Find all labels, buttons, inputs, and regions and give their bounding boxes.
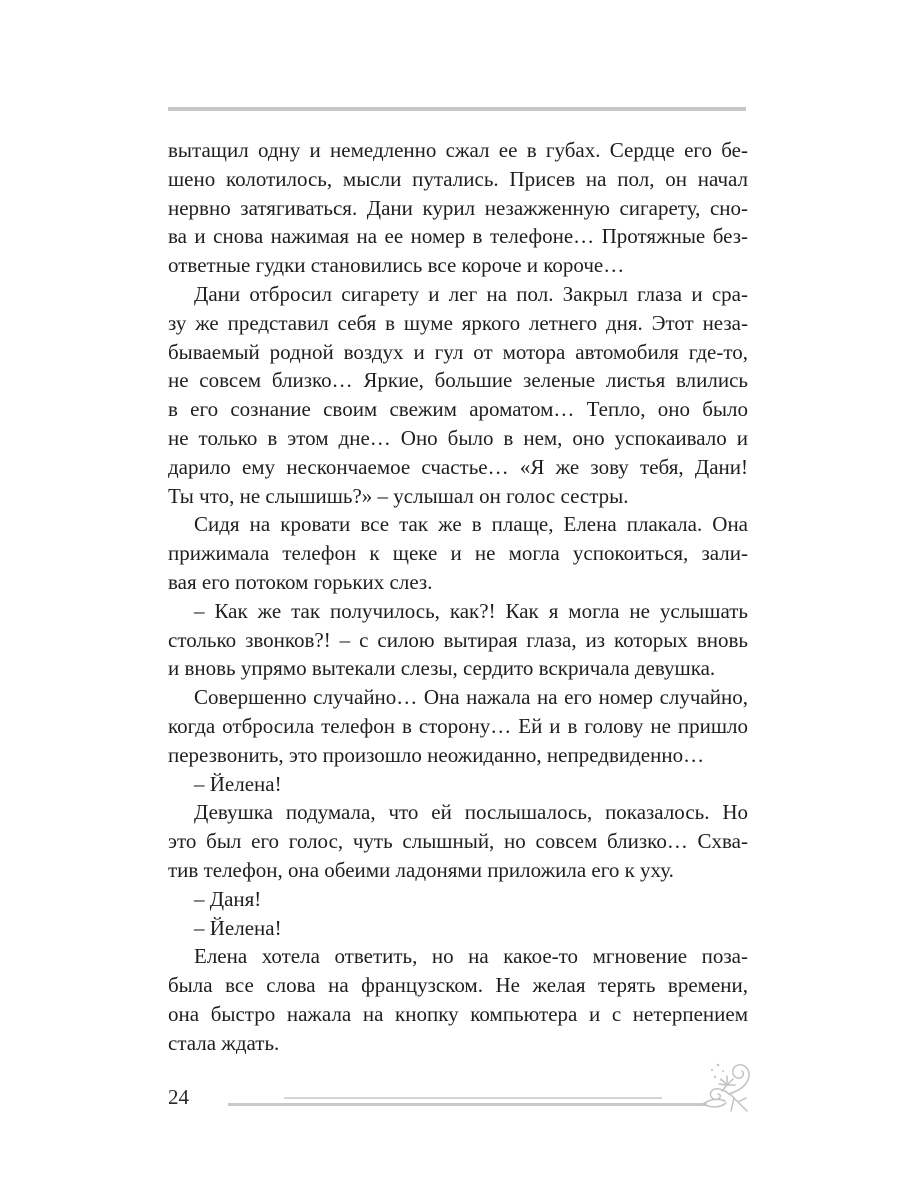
text-line: Совершенно случайно… Она нажала на его номер случайно, [194,685,748,710]
text-line: дарило ему нескончаемое счастье… «Я же зову тебя, Дани! [168,454,748,479]
text-line: и вновь упрямо вытекали слезы, сердито вскричала девушка. [168,656,716,681]
page-number: 24 [168,1085,189,1109]
text-line: зу же представил себя в шуме яркого летнего дня. Этот неза- [168,310,748,335]
text-line: шено колотилось, мысли путались. Присев на пол, он начал [168,166,748,191]
text-line: ва и снова нажимая на ее номер в телефоне… Протяжные без- [168,224,748,249]
text-line: когда отбросила телефон в сторону… Ей и в голову не пришло [168,713,748,738]
text-line: ответные гудки становились все короче и короче… [168,253,625,278]
text-line: Елена хотела ответить, но на какое-то мгновение поза- [194,944,748,969]
floral-ornament-icon [702,1058,756,1116]
text-line: прижимала телефон к щеке и не могла успокоиться, зали- [168,541,748,566]
body-text [168,136,748,1058]
text-line: Девушка подумала, что ей послышалось, показалось. Но [194,800,748,825]
text-line: бываемый родной воздух и гул от мотора автомобиля где-то, [168,339,748,364]
text-line: столько звонков?! – с силою вытирая глаза, из которых вновь [168,627,748,652]
text-line: в его сознание своим свежим ароматом… Тепло, оно было [168,397,748,422]
text-line: не совсем близко… Яркие, большие зеленые листья влились [168,368,748,393]
text-line: вытащил одну и немедленно сжал ее в губах. Сердце его бе- [168,138,748,162]
text-line: это был его голос, чуть слышный, но совсем близко… Схва- [168,829,748,854]
text-line: стала ждать. [168,1030,280,1055]
footer-rule-thin [284,1097,662,1099]
text-line: была все слова на французском. Не желая терять времени, [168,973,748,998]
text-line: тив телефон, она обеими ладонями приложила его к уху. [168,857,674,882]
text-line: вая его потоком горьких слез. [168,569,433,594]
text-line: перезвонить, это произошло неожиданно, непредвиденно… [168,742,705,767]
text-line: – Даня! [194,886,262,911]
text-line: Дани отбросил сигарету и лег на пол. Закрыл глаза и сра- [194,281,748,306]
text-line: – Йелена! [194,771,282,796]
text-line: она быстро нажала на кнопку компьютера и с нетерпением [168,1001,748,1026]
text-line: – Как же так получилось, как?! Как я могла не услышать [194,598,748,623]
text-line: не только в этом дне… Оно было в нем, оно успокаивало и [168,425,748,450]
text-line: Ты что, не слышишь?» – услышал он голос сестры. [168,483,629,508]
text-line: нервно затягиваться. Дани курил незажженную сигарету, сно- [168,195,748,220]
text-line: – Йелена! [194,915,282,940]
header-rule [168,107,746,111]
footer-rule [228,1103,707,1106]
text-line: Сидя на кровати все так же в плаще, Елена плакала. Она [194,512,748,537]
